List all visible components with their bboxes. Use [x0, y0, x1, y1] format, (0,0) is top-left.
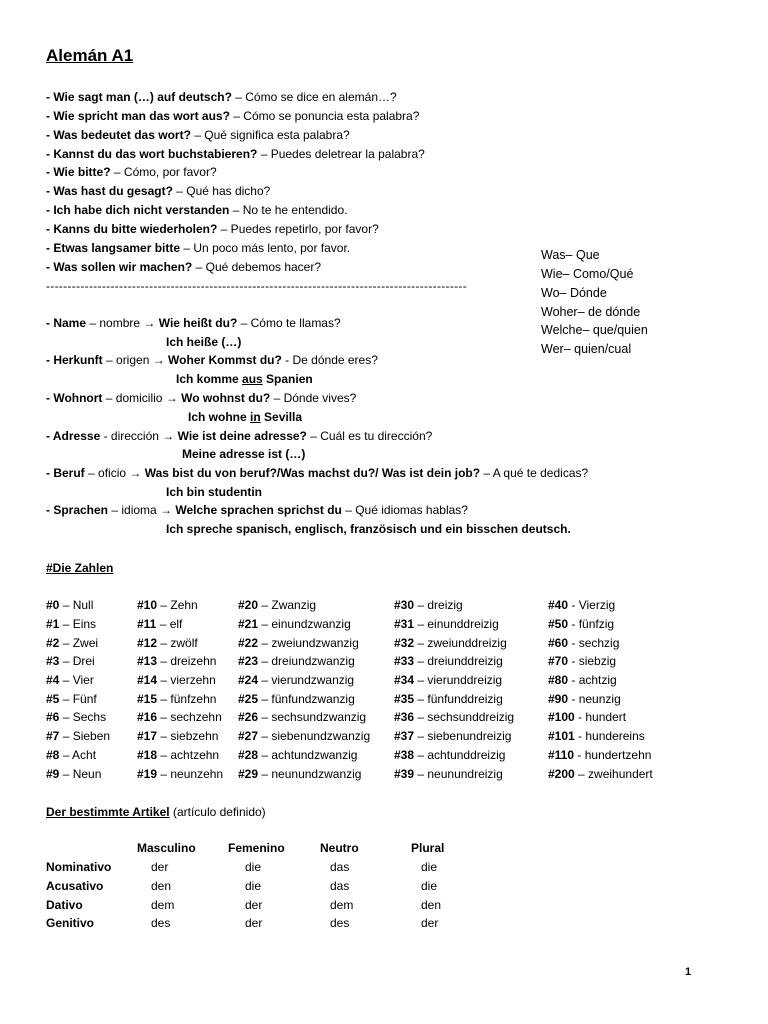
column-header: Neutro	[320, 841, 359, 855]
qw-es: – que/quien	[582, 323, 648, 337]
number-entry	[46, 692, 97, 706]
number-digit: #31	[394, 617, 415, 631]
number-digit: #21	[238, 617, 259, 631]
phrase-de: - Ich habe dich nicht verstanden	[46, 203, 230, 217]
number-word: - achtzig	[571, 673, 617, 687]
question-word	[541, 323, 648, 338]
number-word: – einunddreizig	[417, 617, 499, 631]
info-question: Wie ist deine adresse?	[174, 429, 307, 443]
info-herkunft	[46, 353, 378, 368]
info-question: Wie heißt du?	[155, 316, 238, 330]
question-word	[541, 286, 607, 301]
info-label: - Adresse	[46, 429, 101, 443]
phrase-item	[46, 165, 217, 180]
question-word	[541, 248, 600, 263]
number-digit: #36	[394, 710, 415, 724]
phrase-es: – Qué debemos hacer?	[192, 260, 322, 274]
qw-de: Was	[541, 248, 566, 262]
phrase-es: – Puedes repetirlo, por favor?	[217, 222, 379, 236]
number-entry	[46, 673, 94, 687]
number-entry	[46, 654, 95, 668]
number-entry	[46, 636, 98, 650]
qw-es: – Que	[565, 248, 600, 262]
qw-de: Wer	[541, 342, 564, 356]
number-entry	[394, 617, 499, 631]
number-word: – zwölf	[160, 636, 198, 650]
number-word: - Vierzig	[571, 598, 616, 612]
phrase-es: – No te he entendido.	[229, 203, 348, 217]
number-digit: #30	[394, 598, 415, 612]
number-digit: #11	[137, 617, 157, 631]
phrase-item	[46, 128, 350, 143]
info-label: - Sprachen	[46, 503, 109, 517]
number-entry	[548, 748, 651, 762]
number-word: – Drei	[62, 654, 95, 668]
phrase-item	[46, 109, 419, 124]
number-entry	[238, 729, 370, 743]
number-entry	[137, 710, 222, 724]
number-word: – siebenundzwanzig	[261, 729, 371, 743]
case-label: Nominativo	[46, 860, 112, 874]
qw-es: – quien/cual	[563, 342, 632, 356]
article-cell: den	[421, 898, 442, 912]
zahlen-heading: #Die Zahlen	[46, 561, 114, 575]
info-question: Woher Kommst du?	[164, 353, 282, 367]
phrase-de: - Was bedeutet das wort?	[46, 128, 191, 142]
number-digit: #10	[137, 598, 158, 612]
info-beruf	[46, 466, 588, 481]
number-word: – vierzehn	[160, 673, 216, 687]
answer-text: Ich komme	[176, 372, 243, 386]
number-entry	[238, 617, 351, 631]
number-word: – elf	[159, 617, 183, 631]
qw-de: Wie	[541, 267, 563, 281]
number-word: - siebzig	[571, 654, 617, 668]
number-entry	[238, 692, 355, 706]
phrase-item	[46, 147, 425, 162]
number-word: – vierunddreizig	[417, 673, 503, 687]
article-cell: den	[151, 879, 172, 893]
info-adresse-answer: Meine adresse ist (…)	[182, 447, 306, 461]
number-word: – fünfunddreizig	[417, 692, 503, 706]
number-digit: #2	[46, 636, 60, 650]
number-word: – neunzehn	[160, 767, 224, 781]
number-digit: #37	[394, 729, 415, 743]
number-word: – fünfzehn	[160, 692, 217, 706]
number-entry	[394, 673, 502, 687]
arrow-icon: →	[143, 316, 156, 330]
number-digit: #9	[46, 767, 60, 781]
article-cell: des	[330, 916, 350, 930]
article-cell: das	[330, 879, 350, 893]
case-label: Acusativo	[46, 879, 104, 893]
number-word: – Null	[62, 598, 94, 612]
number-word: - hundert	[578, 710, 627, 724]
phrase-item	[46, 241, 350, 256]
number-word: – einundzwanzig	[261, 617, 351, 631]
artikel-heading-note: (artículo definido)	[169, 805, 266, 819]
phrase-de: - Kannst du das wort buchstabieren?	[46, 147, 258, 161]
phrase-es: – Puedes deletrear la palabra?	[257, 147, 425, 161]
info-es: – oficio	[84, 466, 130, 480]
number-entry	[137, 598, 198, 612]
qw-es: – Dónde	[559, 286, 607, 300]
info-es: – domicilio	[102, 391, 166, 405]
number-entry	[548, 729, 645, 743]
number-word: – Zwanzig	[261, 598, 317, 612]
info-question-es: – A qué te dedicas?	[480, 466, 589, 480]
phrase-item	[46, 222, 379, 237]
number-word: – fünfundzwanzig	[261, 692, 355, 706]
phrase-de: - Was sollen wir machen?	[46, 260, 193, 274]
number-word: – dreiunddreizig	[417, 654, 503, 668]
phrase-de: - Was hast du gesagt?	[46, 184, 173, 198]
qw-es: – Como/Qué	[562, 267, 634, 281]
number-digit: #38	[394, 748, 415, 762]
number-word: – Zwei	[62, 636, 99, 650]
number-entry	[46, 710, 106, 724]
number-word: – zweihundert	[578, 767, 653, 781]
info-wohnort	[46, 391, 356, 406]
column-header: Plural	[411, 841, 445, 855]
number-entry	[548, 767, 653, 781]
artikel-heading-text: Der bestimmte Artikel	[46, 805, 170, 819]
number-entry	[394, 654, 503, 668]
separator-line: --------------------------------------------------------------------------------------------------	[46, 279, 468, 293]
qw-de: Woher	[541, 305, 578, 319]
number-digit: #28	[238, 748, 259, 762]
phrase-es: – Qué has dicho?	[172, 184, 271, 198]
number-digit: #35	[394, 692, 415, 706]
number-word: – dreizig	[417, 598, 463, 612]
article-cell: die	[421, 879, 438, 893]
number-entry	[238, 767, 361, 781]
number-entry	[137, 729, 218, 743]
phrase-de: - Kanns du bitte wiederholen?	[46, 222, 218, 236]
number-digit: #32	[394, 636, 415, 650]
number-entry	[548, 692, 621, 706]
answer-text: Ich wohne	[188, 410, 251, 424]
article-cell: dem	[330, 898, 354, 912]
article-cell: der	[245, 916, 263, 930]
info-question-es: – Qué idiomas hablas?	[341, 503, 468, 517]
number-digit: #4	[46, 673, 60, 687]
info-question: Wo wohnst du?	[177, 391, 271, 405]
number-entry	[548, 710, 626, 724]
number-digit: #90	[548, 692, 569, 706]
number-word: – siebzehn	[160, 729, 219, 743]
number-digit: #40	[548, 598, 569, 612]
number-entry	[137, 617, 182, 631]
number-digit: #200	[548, 767, 575, 781]
number-digit: #22	[238, 636, 259, 650]
arrow-icon: →	[152, 353, 165, 367]
number-entry	[137, 692, 216, 706]
info-question-es: – Dónde vives?	[270, 391, 357, 405]
number-entry	[394, 710, 514, 724]
article-cell: die	[421, 860, 438, 874]
qw-de: Wo	[541, 286, 560, 300]
number-word: – achtunddreizig	[417, 748, 506, 762]
number-digit: #100	[548, 710, 575, 724]
number-digit: #29	[238, 767, 259, 781]
qw-de: Welche	[541, 323, 583, 337]
qw-es: – de dónde	[577, 305, 641, 319]
info-label: - Name	[46, 316, 87, 330]
number-word: – zweiunddreizig	[417, 636, 507, 650]
arrow-icon: →	[129, 466, 142, 480]
info-question: Welche sprachen sprichst du	[172, 503, 342, 517]
number-digit: #19	[137, 767, 158, 781]
number-entry	[137, 636, 198, 650]
number-digit: #14	[137, 673, 158, 687]
number-digit: #5	[46, 692, 60, 706]
number-digit: #17	[137, 729, 158, 743]
info-herkunft-answer	[176, 372, 313, 386]
number-entry	[137, 654, 216, 668]
number-word: – sechsunddreizig	[417, 710, 515, 724]
number-digit: #0	[46, 598, 60, 612]
number-word: – Neun	[62, 767, 102, 781]
number-digit: #8	[46, 748, 60, 762]
article-cell: dem	[151, 898, 175, 912]
article-cell: die	[245, 860, 262, 874]
number-word: – sechzehn	[160, 710, 222, 724]
number-entry	[238, 636, 359, 650]
number-word: – Fünf	[62, 692, 97, 706]
number-word: – Zehn	[160, 598, 198, 612]
number-entry	[548, 617, 614, 631]
info-es: - dirección	[100, 429, 163, 443]
number-digit: #33	[394, 654, 415, 668]
column-header: Masculino	[137, 841, 196, 855]
info-es: – idioma	[108, 503, 161, 517]
number-word: – sechsundzwanzig	[261, 710, 367, 724]
phrase-es: – Cómo, por favor?	[110, 165, 217, 179]
phrase-de: - Wie bitte?	[46, 165, 111, 179]
number-entry	[394, 767, 503, 781]
info-wohnort-answer	[188, 410, 302, 424]
number-digit: #23	[238, 654, 259, 668]
number-entry	[394, 636, 507, 650]
info-label: - Herkunft	[46, 353, 103, 367]
number-word: - sechzig	[571, 636, 620, 650]
number-word: – vierundzwanzig	[261, 673, 355, 687]
number-word: – dreizehn	[160, 654, 217, 668]
number-digit: #3	[46, 654, 60, 668]
number-word: - fünfzig	[571, 617, 615, 631]
number-entry	[46, 729, 110, 743]
number-word: – neunundzwanzig	[261, 767, 362, 781]
article-cell: der	[245, 898, 263, 912]
phrase-es: – Un poco más lento, por favor.	[180, 241, 351, 255]
number-digit: #60	[548, 636, 569, 650]
column-header: Femenino	[228, 841, 285, 855]
number-digit: #101	[548, 729, 575, 743]
phrase-es: – Cómo se dice en alemán…?	[231, 90, 397, 104]
phrase-item	[46, 184, 270, 199]
phrase-item	[46, 260, 321, 275]
answer-underlined: in	[250, 410, 261, 424]
number-word: - neunzig	[571, 692, 621, 706]
number-digit: #13	[137, 654, 158, 668]
number-entry	[46, 598, 93, 612]
number-word: - hundertzehn	[577, 748, 652, 762]
number-word: – Sieben	[62, 729, 111, 743]
info-es: – nombre	[86, 316, 144, 330]
number-digit: #110	[548, 748, 575, 762]
number-word: – dreiundzwanzig	[261, 654, 355, 668]
number-entry	[394, 692, 503, 706]
number-word: – Vier	[62, 673, 94, 687]
number-digit: #7	[46, 729, 60, 743]
info-question-es: – Cuál es tu dirección?	[306, 429, 433, 443]
number-word: – neunundreizig	[417, 767, 503, 781]
number-digit: #34	[394, 673, 415, 687]
number-entry	[238, 598, 316, 612]
phrase-de: - Etwas langsamer bitte	[46, 241, 181, 255]
info-question-es: – Cómo te llamas?	[237, 316, 341, 330]
number-digit: #70	[548, 654, 569, 668]
info-sprachen	[46, 503, 468, 518]
number-entry	[46, 748, 96, 762]
article-cell: das	[330, 860, 350, 874]
number-entry	[548, 673, 617, 687]
phrase-item	[46, 203, 347, 218]
question-word	[541, 267, 633, 282]
number-digit: #12	[137, 636, 158, 650]
number-word: – Eins	[62, 617, 97, 631]
number-entry	[238, 673, 354, 687]
number-word: – zweiundzwanzig	[261, 636, 359, 650]
article-cell: des	[151, 916, 171, 930]
number-digit: #6	[46, 710, 60, 724]
number-digit: #18	[137, 748, 158, 762]
info-label: - Wohnort	[46, 391, 103, 405]
answer-text: Spanien	[262, 372, 313, 386]
info-name-answer: Ich heiße (…)	[166, 335, 242, 349]
phrase-de: - Wie sagt man (…) auf deutsch?	[46, 90, 232, 104]
number-entry	[394, 748, 505, 762]
number-digit: #25	[238, 692, 259, 706]
number-digit: #50	[548, 617, 569, 631]
phrase-es: – Qué significa esta palabra?	[190, 128, 350, 142]
number-digit: #80	[548, 673, 569, 687]
answer-underlined: aus	[242, 372, 263, 386]
number-entry	[137, 673, 216, 687]
number-digit: #39	[394, 767, 415, 781]
info-beruf-answer: Ich bin studentin	[166, 485, 262, 499]
number-word: – siebenundreizig	[417, 729, 512, 743]
number-entry	[46, 617, 96, 631]
number-digit: #20	[238, 598, 259, 612]
phrase-es: – Cómo se ponuncia esta palabra?	[229, 109, 420, 123]
page-title: Alemán A1	[46, 46, 134, 65]
arrow-icon: →	[160, 503, 173, 517]
number-entry	[548, 654, 616, 668]
arrow-icon: →	[165, 391, 178, 405]
number-digit: #24	[238, 673, 259, 687]
arrow-icon: →	[162, 429, 175, 443]
question-word	[541, 342, 631, 357]
phrase-de: - Wie spricht man das wort aus?	[46, 109, 230, 123]
page-number: 1	[685, 966, 692, 978]
number-entry	[238, 710, 366, 724]
info-label: - Beruf	[46, 466, 85, 480]
number-word: – achtzehn	[160, 748, 220, 762]
answer-text: Sevilla	[260, 410, 303, 424]
number-word: – Sechs	[62, 710, 107, 724]
info-question-es: - De dónde eres?	[281, 353, 378, 367]
article-cell: die	[245, 879, 262, 893]
number-entry	[137, 767, 223, 781]
number-entry	[394, 598, 463, 612]
info-es: – origen	[102, 353, 153, 367]
number-entry	[238, 748, 357, 762]
number-digit: #1	[46, 617, 60, 631]
question-word	[541, 305, 640, 320]
info-question: Was bist du von beruf?/Was machst du?/ Was ist dein job?	[141, 466, 481, 480]
number-digit: #15	[137, 692, 158, 706]
number-word: - hundereins	[578, 729, 645, 743]
number-entry	[238, 654, 355, 668]
info-adresse	[46, 429, 432, 444]
case-label: Dativo	[46, 898, 83, 912]
number-entry	[394, 729, 511, 743]
number-word: – achtundzwanzig	[261, 748, 358, 762]
number-entry	[548, 636, 619, 650]
number-digit: #27	[238, 729, 259, 743]
number-entry	[548, 598, 615, 612]
number-entry	[137, 748, 219, 762]
number-word: – Acht	[62, 748, 97, 762]
info-name	[46, 316, 341, 331]
info-sprachen-answer: Ich spreche spanisch, englisch, französisch und ein bisschen deutsch.	[166, 522, 571, 536]
number-digit: #26	[238, 710, 259, 724]
article-cell: der	[421, 916, 439, 930]
number-entry	[46, 767, 101, 781]
case-label: Genitivo	[46, 916, 95, 930]
phrase-item	[46, 90, 397, 105]
number-digit: #16	[137, 710, 158, 724]
article-cell: der	[151, 860, 169, 874]
artikel-heading	[46, 805, 266, 819]
